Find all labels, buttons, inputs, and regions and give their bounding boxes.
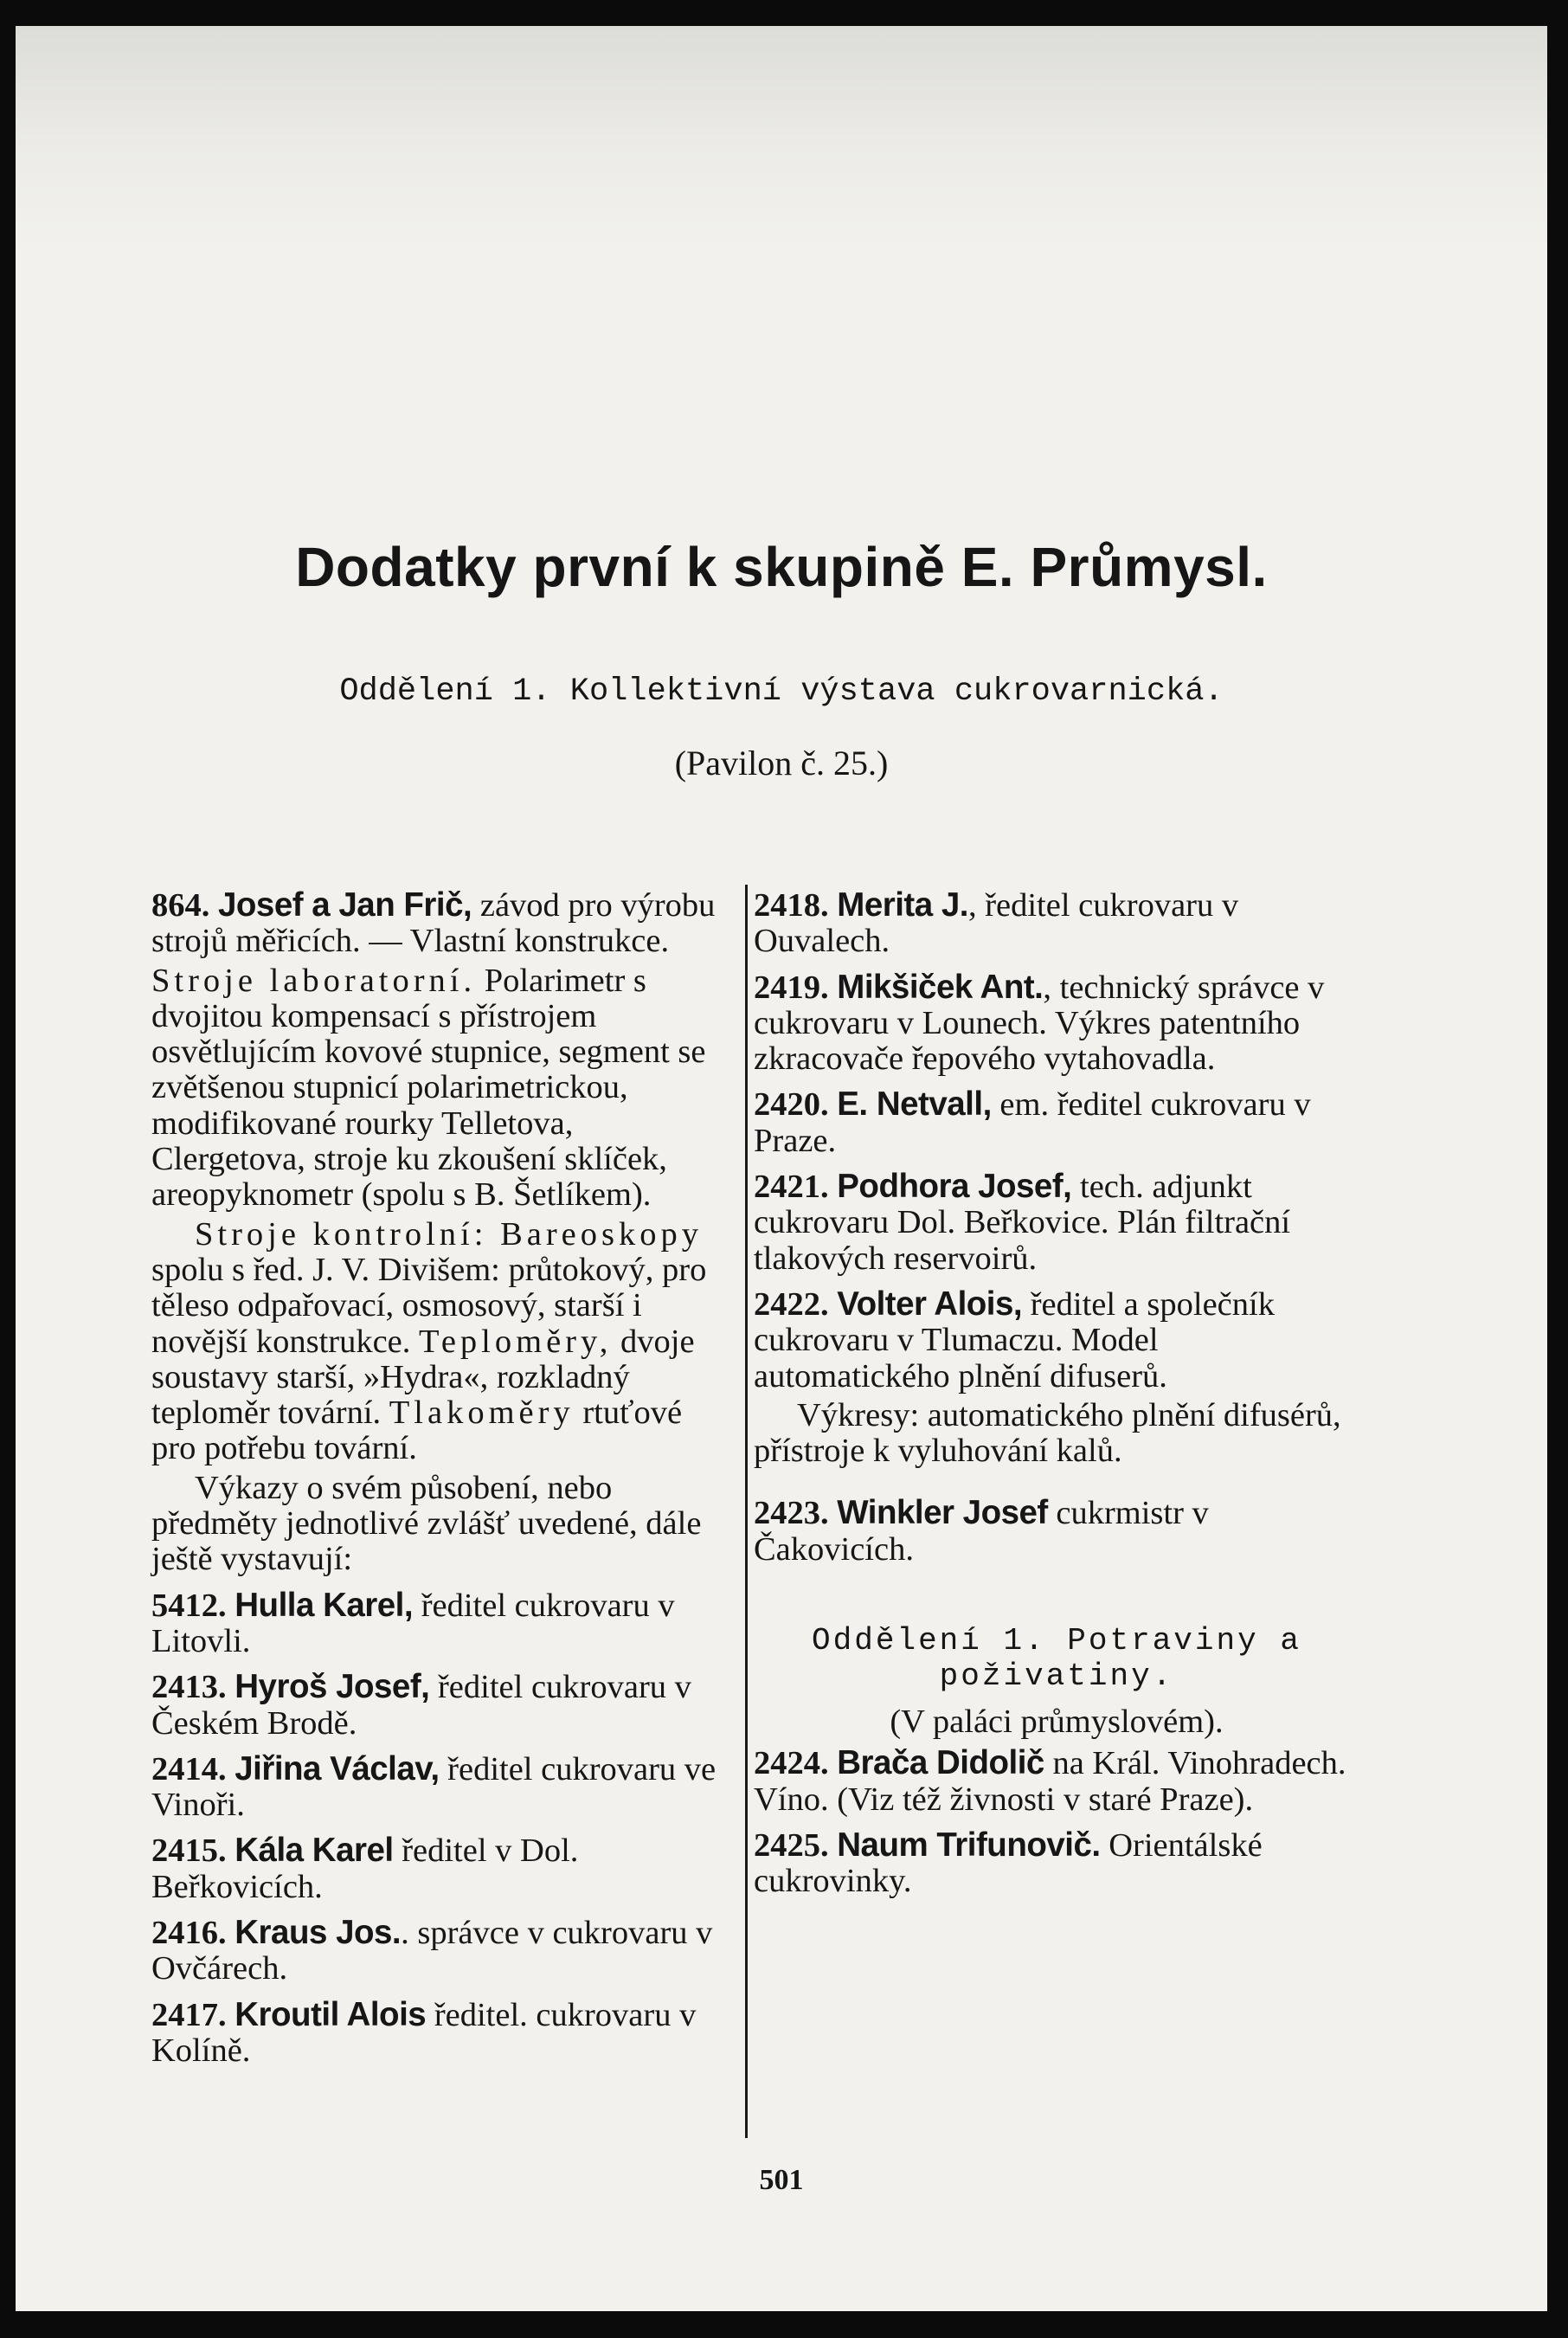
left-column bbox=[151, 887, 723, 2078]
entry-text: , technický správce v cukrovaru v Lounech. Výkres patentního zkracovače řepového vytahovadla. bbox=[754, 969, 1325, 1078]
list-item bbox=[754, 1745, 1359, 1818]
entry-number: 2417. bbox=[151, 1996, 227, 2033]
entry-name: Naum Trifunovič. bbox=[837, 1826, 1101, 1864]
list-item bbox=[754, 1169, 1359, 1277]
entry-name: Hulla Karel, bbox=[235, 1586, 414, 1624]
pavilion-label: (Pavilon č. 25.) bbox=[674, 744, 889, 783]
control-heading: Stroje kontrolní: Bareoskopy bbox=[195, 1215, 703, 1253]
thermometer-text: dvoje soustavy starší, »Hydra«, rozkladný teploměr tovární. bbox=[151, 1323, 695, 1432]
entry-number: 2419. bbox=[754, 969, 829, 1006]
lab-instruments-paragraph bbox=[151, 963, 723, 1214]
list-item bbox=[754, 1286, 1359, 1394]
column-divider bbox=[745, 885, 748, 2138]
list-item bbox=[151, 1751, 723, 1824]
entry-name: Kála Karel bbox=[235, 1832, 394, 1870]
entry-number: 2414. bbox=[151, 1750, 227, 1787]
page bbox=[16, 26, 1547, 2311]
list-item bbox=[754, 1086, 1359, 1159]
food-section-location: (V paláci průmyslovém). bbox=[890, 1704, 1224, 1741]
entry-text: , ředitel cukrovaru v Ouvalech. bbox=[754, 887, 1239, 960]
entry-number: 2416. bbox=[151, 1915, 227, 1952]
entry-name: Brača Didolič bbox=[837, 1744, 1044, 1782]
entry-number: 2418. bbox=[754, 887, 829, 924]
section-subtitle: Oddělení 1. Kollektivní výstava cukrovarnická. bbox=[339, 673, 1224, 710]
entry-name: Mikšiček Ant. bbox=[837, 968, 1044, 1006]
manometer-heading: Tlakoměry bbox=[389, 1394, 575, 1432]
intro-paragraph: Výkazy o svém působení, nebo předměty jednotlivé zvlášť uvedené, dále ještě vystavují: bbox=[151, 1469, 702, 1578]
entry-text: ředitel cukrovaru v Českém Brodě. bbox=[151, 1669, 691, 1742]
list-item bbox=[151, 1588, 723, 1660]
entry-text: Orientálské cukrovinky. bbox=[754, 1826, 1263, 1900]
food-section-heading: Oddělení 1. Potraviny a poživatiny. bbox=[812, 1623, 1301, 1695]
entry-name: Jiřina Václav, bbox=[235, 1749, 440, 1787]
entry-name: E. Netvall, bbox=[837, 1085, 992, 1124]
entry-number: 2421. bbox=[754, 1169, 829, 1206]
page-title: Dodatky první k skupině E. Průmysl. bbox=[295, 536, 1268, 598]
entry-number: 2420. bbox=[754, 1086, 829, 1124]
list-item bbox=[151, 1915, 723, 1987]
list-item bbox=[151, 1832, 723, 1905]
list-item bbox=[754, 1495, 1359, 1568]
entry-text: ředitel a společník cukrovaru v Tlumaczu. Model automatického plnění difuserů. bbox=[754, 1285, 1275, 1394]
entry-number: 2424. bbox=[754, 1745, 829, 1782]
entry-name: Hyroš Josef, bbox=[235, 1668, 430, 1706]
entry-text: cukrmistr v Čakovicích. bbox=[754, 1495, 1209, 1568]
entry-2422-drawings: Výkresy: automatického plnění difusérů, přístroje k vyluhování kalů. bbox=[754, 1396, 1341, 1470]
entry-number: 2423. bbox=[754, 1495, 829, 1532]
right-column bbox=[754, 887, 1359, 1910]
lab-heading: Stroje laboratorní. bbox=[151, 962, 477, 999]
entry-number: 5412. bbox=[151, 1587, 227, 1624]
entry-text: em. ředitel cukrovaru v Praze. bbox=[754, 1086, 1311, 1159]
entry-name: Volter Alois, bbox=[837, 1285, 1023, 1323]
entry-name: Josef a Jan Frič, bbox=[218, 886, 472, 924]
entry-text: tech. adjunkt cukrovaru Dol. Beřkovice. Plán filtrační tlakových reservoirů. bbox=[754, 1169, 1291, 1277]
entry-number: 2415. bbox=[151, 1832, 227, 1870]
thermometer-heading: Teploměry, bbox=[419, 1323, 613, 1360]
control-text: spolu s řed. J. V. Divišem: průtokový, pro těleso odpařovací, osmosový, starší i novější konstrukce. bbox=[151, 1251, 707, 1360]
entry-name: Kroutil Alois bbox=[235, 1995, 427, 2033]
entry-number: 2422. bbox=[754, 1285, 829, 1323]
control-instruments-paragraph bbox=[151, 1217, 723, 1467]
entry-text: . správce v cukrovaru v Ovčárech. bbox=[151, 1915, 713, 1987]
entry-number: 2413. bbox=[151, 1669, 227, 1706]
entry-text: ředitel. cukrovaru v Kolíně. bbox=[151, 1996, 697, 2069]
list-item bbox=[151, 1669, 723, 1742]
list-item bbox=[151, 1997, 723, 2070]
entry-text: ředitel cukrovaru ve Vinoři. bbox=[151, 1750, 717, 1824]
lab-text: Polarimetr s dvojitou kompensací s přístrojem osvětlujícím kovové stupnice, segment se zvětšenou stupnicí polarimetrickou, modifikované rourky Telletova, Clergetova, stroje ku zkoušení sklíček, areopyknometr (spolu s B. Šetlíkem). bbox=[151, 962, 706, 1214]
manometer-text: rtuťové pro potřebu tovární. bbox=[151, 1394, 683, 1467]
entry-text: na Král. Vinohradech. Víno. (Viz též živnosti v staré Praze). bbox=[754, 1745, 1346, 1818]
entry-number: 2425. bbox=[754, 1826, 829, 1864]
page-number: 501 bbox=[759, 2164, 804, 2196]
entry-text: ředitel cukrovaru v Litovli. bbox=[151, 1587, 675, 1659]
entry-864 bbox=[151, 887, 723, 1578]
entry-name: Winkler Josef bbox=[837, 1494, 1048, 1532]
list-item bbox=[754, 969, 1359, 1078]
list-item bbox=[754, 887, 1359, 960]
entry-text: ředitel v Dol. Beřkovicích. bbox=[151, 1832, 579, 1905]
list-item bbox=[754, 1827, 1359, 1900]
entry-name: Merita J. bbox=[837, 886, 968, 924]
entry-name: Kraus Jos. bbox=[235, 1914, 402, 1952]
entry-name: Podhora Josef, bbox=[837, 1168, 1072, 1206]
entry-text: závod pro výrobu strojů měřicích. — Vlastní konstrukce. bbox=[151, 887, 716, 960]
entry-number: 864. bbox=[151, 887, 210, 924]
